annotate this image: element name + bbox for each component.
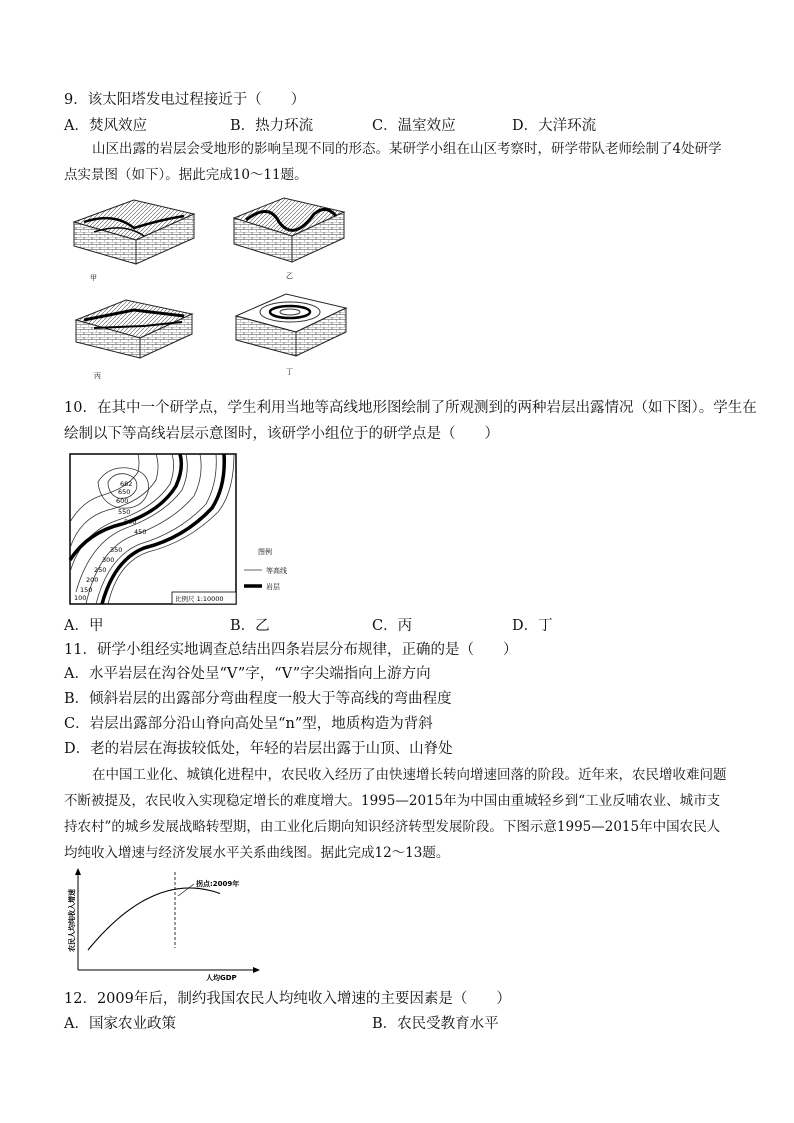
contour-label-250: 250 xyxy=(94,566,107,574)
label-yi: 乙 xyxy=(286,272,293,280)
contour-map-figure xyxy=(68,452,308,606)
q11-option-b: B．倾斜岩层的出露部分弯曲程度一般大于等高线的弯曲程度 xyxy=(64,691,452,707)
q11-option-d: D．老的岩层在海拔较低处，年轻的岩层出露于山顶、山脊处 xyxy=(64,741,453,757)
legend-contour: 等高线 xyxy=(266,567,287,575)
y-axis-arrow xyxy=(75,868,81,875)
q10-option-c: C．丙 xyxy=(372,618,413,634)
contour-label-300: 300 xyxy=(102,556,115,564)
legend-title: 图例 xyxy=(258,548,272,556)
q9-option-b: B．热力环流 xyxy=(230,118,314,134)
q9-option-a: A．焚风效应 xyxy=(64,118,147,134)
q10-stem-line1: 10．在其中一个研学点，学生利用当地等高线地形图绘制了所观测到的两种岩层出露情况（如下图）。学生在 xyxy=(64,400,757,416)
q11-stem: 11．研学小组经实地调查总结出四条岩层分布规律，正确的是（ ） xyxy=(64,642,518,658)
contour-label-350: 350 xyxy=(110,546,123,554)
map-legend xyxy=(244,547,287,591)
q11-option-c: C．岩层出露部分沿山脊向高处呈“n”型，地质构造为背斜 xyxy=(64,716,433,732)
income-growth-curve xyxy=(88,888,220,950)
q12-stem: 12．2009年后，制约我国农民人均纯收入增速的主要因素是（ ） xyxy=(64,991,511,1007)
x-axis-label: 人均GDP xyxy=(206,974,237,982)
contour-label-650: 650 xyxy=(118,488,131,496)
x-axis-arrow xyxy=(253,967,260,973)
contour-label-600: 600 xyxy=(116,497,129,505)
block-ding xyxy=(236,294,346,376)
contour-label-450: 450 xyxy=(134,528,147,536)
label-bing: 丙 xyxy=(94,372,101,380)
label-jia: 甲 xyxy=(90,274,97,282)
q10-option-d: D．丁 xyxy=(512,618,553,634)
block-yi xyxy=(234,198,344,280)
q9-stem: 9．该太阳塔发电过程接近于（ ） xyxy=(64,92,306,108)
q12-option-a: A．国家农业政策 xyxy=(64,1016,176,1032)
map-scale: 比例尺 1:10000 xyxy=(175,595,224,603)
q10-stem-line2: 绘制以下等高线岩层示意图时，该研学小组位于的研学点是（ ） xyxy=(64,426,499,442)
intro-10-11: 山区出露的岩层会受地形的影响呈现不同的形态。某研学小组在山区考察时，研学带队老师绘制了4处研学点实景图（如下）。据此完成10～11题。 xyxy=(64,141,722,183)
intro-12-13: 在中国工业化、城镇化进程中，农民收入经历了由快速增长转向增速回落的阶段。近年来，农民增收难问题不断被提及，农民收入实现稳定增长的难度增大。1995—2015年为中国由重城轻乡到“工业反哺农业、城市支持农村”的城乡发展战略转型期，由工业化后期向知识经济转型发展阶段。下图示意1995—2015年中国农民人均纯收入增速与经济发展水平关系曲线图。据此完成12～13题。 xyxy=(64,767,727,861)
block-jia xyxy=(74,200,194,282)
contour-label-682: 682 xyxy=(120,480,133,488)
contour-label-100: 100 xyxy=(74,594,87,602)
q12-option-b: B．农民受教育水平 xyxy=(372,1016,499,1032)
contour-label-550: 550 xyxy=(118,508,131,516)
q11-option-a: A．水平岩层在沟谷处呈“V”字，“V”字尖端指向上游方向 xyxy=(64,666,431,682)
q9-option-c: C．温室效应 xyxy=(372,118,456,134)
contour-label-500: 500 xyxy=(124,518,137,526)
q10-option-a: A．甲 xyxy=(64,618,104,634)
block-diagram-figure xyxy=(64,192,364,388)
label-ding: 丁 xyxy=(286,368,293,376)
block-bing xyxy=(76,300,192,380)
turning-point-annotation: 拐点:2009年 xyxy=(196,880,240,888)
annotation-pointer xyxy=(178,884,194,896)
income-growth-chart xyxy=(64,866,264,984)
contour-label-200: 200 xyxy=(86,576,99,584)
contour-label-150: 150 xyxy=(80,586,93,594)
y-axis-label: 农民人均纯收入增速 xyxy=(68,889,76,952)
q9-option-d: D．大洋环流 xyxy=(512,118,597,134)
legend-rock: 岩层 xyxy=(266,583,280,591)
q10-option-b: B．乙 xyxy=(230,618,270,634)
